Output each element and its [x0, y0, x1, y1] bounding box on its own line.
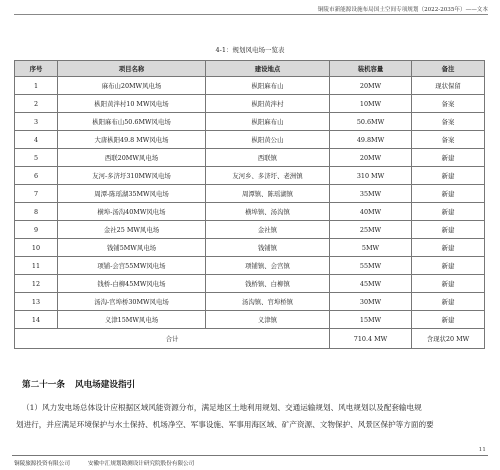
total-note: 含现状20 MW [412, 329, 485, 349]
cell-project: 义津15MW风电场 [58, 311, 206, 329]
cell-index: 9 [15, 221, 58, 239]
cell-location: 横埠镇、汤沟镇 [206, 203, 330, 221]
cell-location: 枞阳麻布山 [206, 113, 330, 131]
header-rule [14, 14, 488, 15]
cell-location: 钱铺镇 [206, 239, 330, 257]
cell-index: 4 [15, 131, 58, 149]
cell-location: 金社镇 [206, 221, 330, 239]
cell-capacity: 55MW [330, 257, 412, 275]
cell-index: 5 [15, 149, 58, 167]
total-capacity: 710.4 MW [330, 329, 412, 349]
table-row [15, 293, 485, 311]
table-row [15, 239, 485, 257]
col-header-index: 序号 [15, 61, 58, 77]
wind-farm-table [14, 60, 485, 349]
cell-capacity: 25MW [330, 221, 412, 239]
table-row [15, 257, 485, 275]
cell-capacity: 50.6MW [330, 113, 412, 131]
cell-location: 汤沟镇、官埠桥镇 [206, 293, 330, 311]
cell-location: 项铺镇、会宫镇 [206, 257, 330, 275]
cell-capacity: 49.8MW [330, 131, 412, 149]
section-title: 风电场建设指引 [74, 380, 136, 390]
table-row [15, 311, 485, 329]
cell-project: 周潭-陈瑶湖35MW风电场 [58, 185, 206, 203]
cell-capacity: 40MW [330, 203, 412, 221]
cell-index: 3 [15, 113, 58, 131]
paragraph-line: （1）风力发电场总体设计应根据区域风能资源分布，满足地区土地利用规划、交通运输规划、风电规划以及配套输电规 [22, 403, 422, 412]
table-header-row [15, 61, 485, 77]
cell-project: 横埠-汤沟40MW风电场 [58, 203, 206, 221]
col-header-capacity: 装机容量 [330, 61, 412, 77]
page-number: 11 [478, 447, 486, 453]
cell-note: 新建 [412, 293, 485, 311]
cell-capacity: 10MW [330, 95, 412, 113]
col-header-project: 项目名称 [58, 61, 206, 77]
cell-location: 枞阳黄泮村 [206, 95, 330, 113]
cell-note: 新建 [412, 257, 485, 275]
cell-project: 枞阳麻布山50.6MW风电场 [58, 113, 206, 131]
cell-index: 14 [15, 311, 58, 329]
cell-project: 钱桥-白柳45MW风电场 [58, 275, 206, 293]
table-row [15, 77, 485, 95]
cell-capacity: 15MW [330, 311, 412, 329]
cell-project: 西联20MW风电场 [58, 149, 206, 167]
total-label: 合计 [15, 329, 330, 349]
cell-project: 金社25 MW风电场 [58, 221, 206, 239]
col-header-note: 备注 [412, 61, 485, 77]
section-heading [22, 378, 145, 390]
cell-location: 西联镇 [206, 149, 330, 167]
table-row [15, 203, 485, 221]
table-row [15, 95, 485, 113]
table-caption: 4-1：规划风电场一览表 [215, 46, 285, 54]
cell-note: 新建 [412, 239, 485, 257]
table-row [15, 149, 485, 167]
cell-note: 新建 [412, 185, 485, 203]
table-row [15, 113, 485, 131]
cell-index: 7 [15, 185, 58, 203]
cell-capacity: 310 MW [330, 167, 412, 185]
cell-index: 1 [15, 77, 58, 95]
cell-note: 新建 [412, 203, 485, 221]
footer-rule [12, 455, 488, 456]
cell-project: 友河-多济圩310MW风电场 [58, 167, 206, 185]
page-header [0, 0, 500, 20]
cell-index: 6 [15, 167, 58, 185]
table-row [15, 167, 485, 185]
table-total-row [15, 329, 485, 349]
cell-capacity: 35MW [330, 185, 412, 203]
header-title: 铜陵市新能源设施布局国土空间专项规划（2022-2035年）——文本 [317, 7, 488, 13]
cell-project: 麻布山20MW风电场 [58, 77, 206, 95]
table-row [15, 131, 485, 149]
table-row [15, 275, 485, 293]
cell-note: 新建 [412, 149, 485, 167]
cell-location: 友河乡、多济圩、老洲镇 [206, 167, 330, 185]
cell-project: 项铺-会宫55MW风电场 [58, 257, 206, 275]
col-header-location: 建设地点 [206, 61, 330, 77]
footer-org-2: 安徽中汇规划勘测设计研究院股份有限公司 [87, 461, 195, 467]
cell-note: 备案 [412, 95, 485, 113]
cell-capacity: 45MW [330, 275, 412, 293]
cell-note: 新建 [412, 311, 485, 329]
cell-capacity: 5MW [330, 239, 412, 257]
cell-location: 枞阳黄公山 [206, 131, 330, 149]
table-row [15, 221, 485, 239]
cell-index: 2 [15, 95, 58, 113]
table-row [15, 185, 485, 203]
cell-location: 义津镇 [206, 311, 330, 329]
cell-location: 钱桥镇、白柳镇 [206, 275, 330, 293]
cell-index: 12 [15, 275, 58, 293]
cell-note: 备案 [412, 131, 485, 149]
cell-capacity: 20MW [330, 149, 412, 167]
cell-project: 大唐枞阳49.8 MW风电场 [58, 131, 206, 149]
cell-index: 13 [15, 293, 58, 311]
footer-org-1: 铜陵旅源投资有限公司 [14, 461, 70, 467]
cell-project: 枞阳黄泮村10 MW风电场 [58, 95, 206, 113]
cell-note: 备案 [412, 113, 485, 131]
cell-capacity: 20MW [330, 77, 412, 95]
cell-location: 周潭镇、陈瑶湖镇 [206, 185, 330, 203]
cell-index: 11 [15, 257, 58, 275]
cell-note: 现状保留 [412, 77, 485, 95]
page-footer [14, 459, 194, 467]
cell-note: 新建 [412, 221, 485, 239]
cell-note: 新建 [412, 275, 485, 293]
cell-capacity: 30MW [330, 293, 412, 311]
cell-note: 新建 [412, 167, 485, 185]
paragraph-line: 划进行，并应满足环境保护与水土保持、机场净空、军事设施、军事用海区域、矿产资源、文物保护、风景区保护等方面的要 [16, 420, 434, 429]
cell-location: 枞阳麻布山 [206, 77, 330, 95]
cell-index: 10 [15, 239, 58, 257]
cell-project: 钱铺5MW风电场 [58, 239, 206, 257]
cell-project: 汤沟-官埠桥30MW风电场 [58, 293, 206, 311]
cell-index: 8 [15, 203, 58, 221]
section-number: 第二十一条 [22, 380, 65, 390]
